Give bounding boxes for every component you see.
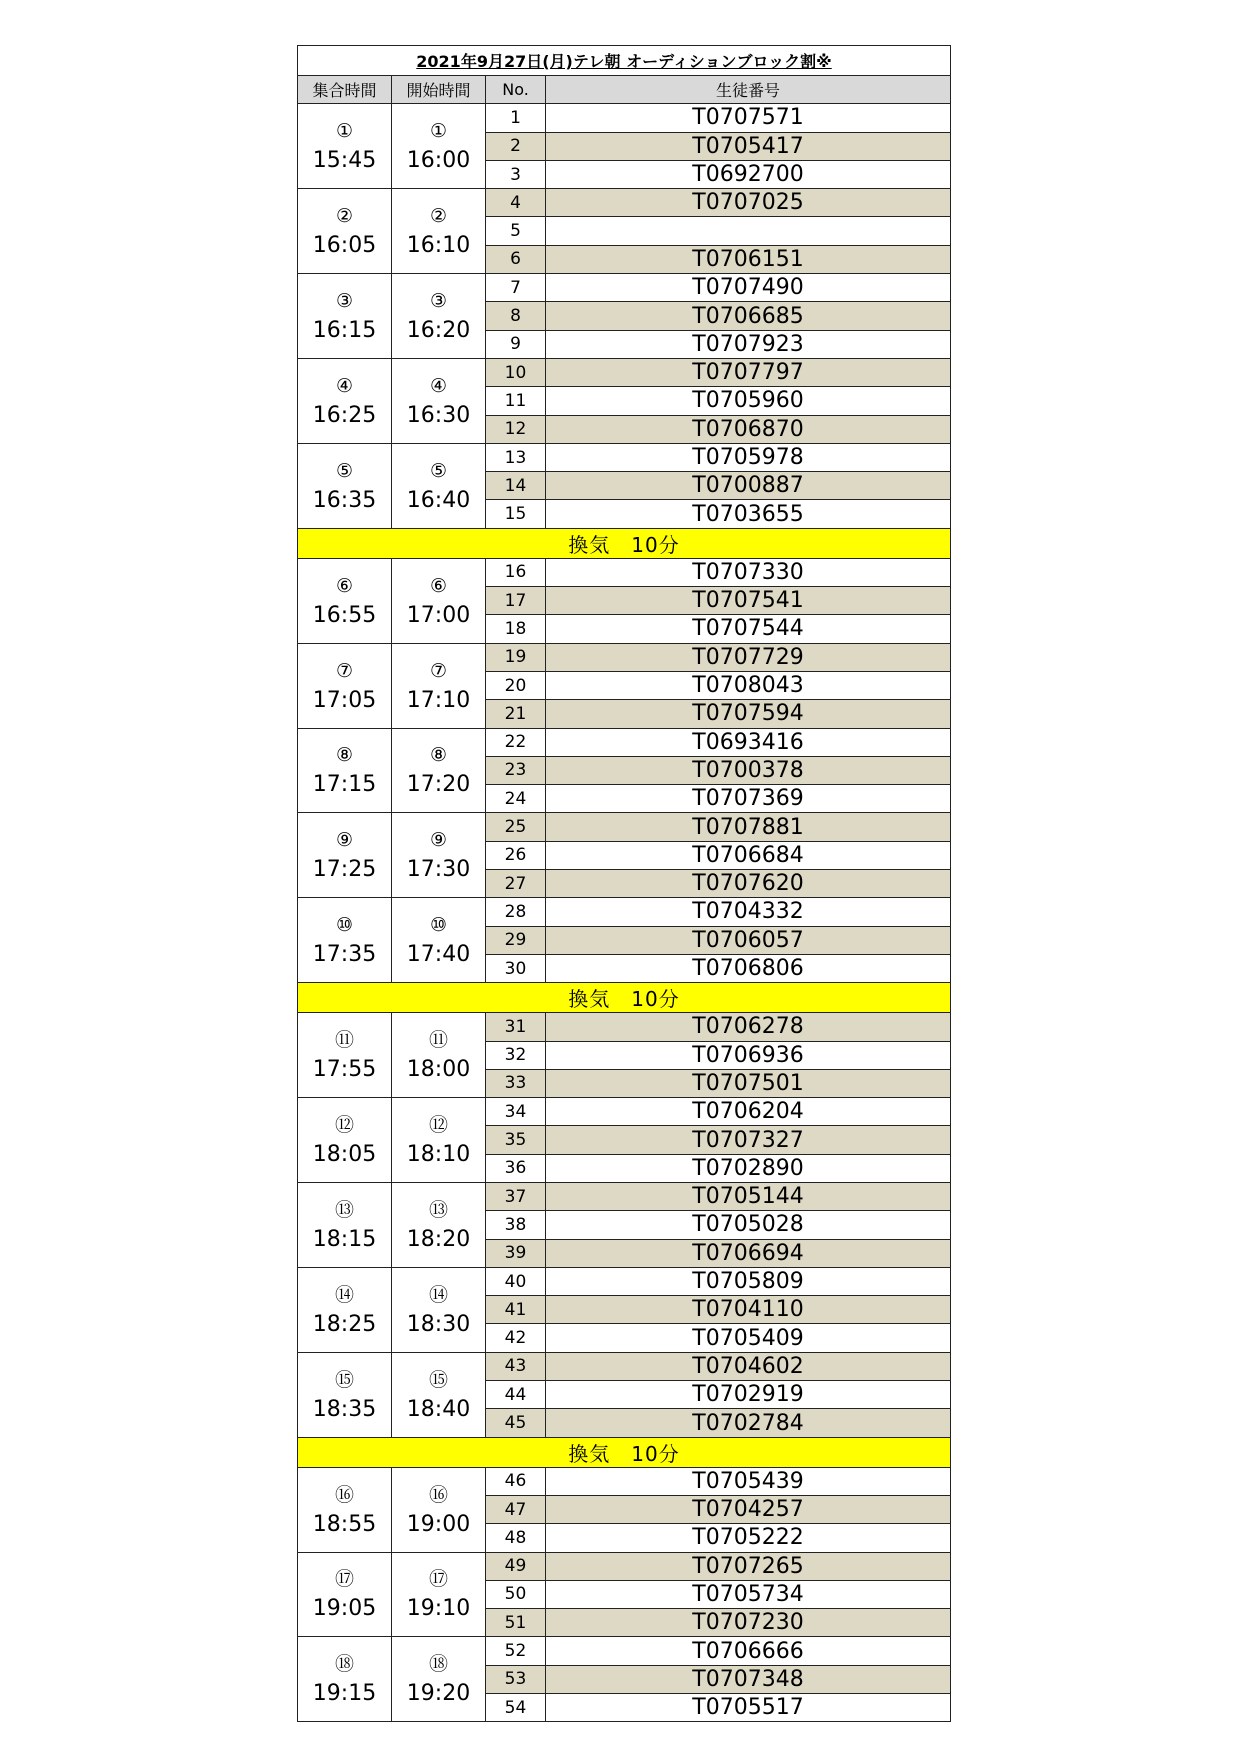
- table-row: [298, 728, 951, 756]
- gather-time: 17:55: [312, 1057, 377, 1083]
- gather-time-cell: [298, 1352, 392, 1437]
- gather-time: 18:35: [312, 1396, 377, 1422]
- entry-number: 29: [486, 926, 546, 954]
- gather-time-cell: [298, 189, 392, 274]
- table-row: [298, 1267, 951, 1295]
- student-id: T0706806: [546, 954, 951, 982]
- student-id: T0708043: [546, 671, 951, 699]
- start-time: 18:30: [406, 1311, 471, 1337]
- start-time: 18:20: [406, 1226, 471, 1252]
- block-number-mark: ③: [429, 290, 448, 313]
- student-id: T0707327: [546, 1126, 951, 1154]
- entry-number: 39: [486, 1239, 546, 1267]
- start-time: 16:00: [406, 148, 471, 174]
- student-id: T0707490: [546, 274, 951, 302]
- gather-time-cell: [298, 1013, 392, 1098]
- gather-time: 19:05: [312, 1596, 377, 1622]
- gather-time-cell: [298, 443, 392, 528]
- student-id: T0707501: [546, 1069, 951, 1097]
- student-id: T0706684: [546, 841, 951, 869]
- block-number-mark: ⑪: [428, 1029, 448, 1052]
- student-id: T0707729: [546, 643, 951, 671]
- start-time-cell: [392, 189, 486, 274]
- student-id: T0707797: [546, 358, 951, 386]
- start-time: 17:30: [406, 857, 471, 883]
- block-number-mark: ⑥: [335, 574, 354, 597]
- student-id: T0706151: [546, 245, 951, 273]
- entry-number: 43: [486, 1352, 546, 1380]
- student-id: T0707544: [546, 615, 951, 643]
- table-row: [298, 189, 951, 217]
- entry-number: 53: [486, 1665, 546, 1693]
- start-time-cell: [392, 1352, 486, 1437]
- header-number: No.: [486, 76, 546, 104]
- student-id: T0702784: [546, 1409, 951, 1437]
- entry-number: 42: [486, 1324, 546, 1352]
- student-id: T0707025: [546, 189, 951, 217]
- start-time-cell: [392, 358, 486, 443]
- entry-number: 5: [486, 217, 546, 245]
- entry-number: 8: [486, 302, 546, 330]
- table-row: [298, 1013, 951, 1041]
- student-id: T0707330: [546, 558, 951, 586]
- block-number-mark: ⑮: [428, 1368, 448, 1391]
- gather-time-cell: [298, 728, 392, 813]
- start-time-cell: [392, 1013, 486, 1098]
- student-id: T0707230: [546, 1609, 951, 1637]
- student-id: T0705978: [546, 443, 951, 471]
- start-time-cell: [392, 1267, 486, 1352]
- block-number-mark: ①: [335, 120, 354, 143]
- entry-number: 27: [486, 870, 546, 898]
- entry-number: 30: [486, 954, 546, 982]
- gather-time: 19:15: [312, 1681, 377, 1707]
- entry-number: 34: [486, 1098, 546, 1126]
- gather-time-cell: [298, 1098, 392, 1183]
- entry-number: 15: [486, 500, 546, 528]
- start-time-cell: [392, 1098, 486, 1183]
- start-time: 16:10: [406, 233, 471, 259]
- start-time-cell: [392, 1182, 486, 1267]
- entry-number: 50: [486, 1580, 546, 1608]
- table-row: [298, 1182, 951, 1210]
- block-number-mark: ⑨: [429, 829, 448, 852]
- block-number-mark: ⑬: [428, 1198, 448, 1221]
- gather-time-cell: [298, 813, 392, 898]
- entry-number: 31: [486, 1013, 546, 1041]
- student-id: T0704602: [546, 1352, 951, 1380]
- start-time-cell: [392, 813, 486, 898]
- start-time-cell: [392, 104, 486, 189]
- student-id: T0707881: [546, 813, 951, 841]
- block-number-mark: ⑪: [334, 1029, 354, 1052]
- sheet-title: 2021年9月27日(月)テレ朝 オーディションブロック割※: [298, 46, 951, 76]
- break-row: [298, 528, 951, 558]
- student-id: T0706057: [546, 926, 951, 954]
- student-id: T0705960: [546, 387, 951, 415]
- table-row: [298, 1467, 951, 1495]
- student-id: T0707369: [546, 785, 951, 813]
- block-number-mark: ④: [429, 374, 448, 397]
- gather-time-cell: [298, 898, 392, 983]
- student-id: T0704257: [546, 1495, 951, 1523]
- entry-number: 11: [486, 387, 546, 415]
- entry-number: 21: [486, 700, 546, 728]
- block-number-mark: ⑦: [335, 659, 354, 682]
- table-row: [298, 358, 951, 386]
- start-time: 16:40: [406, 487, 471, 513]
- block-number-mark: ⑭: [334, 1283, 354, 1306]
- block-number-mark: ②: [429, 205, 448, 228]
- entry-number: 14: [486, 472, 546, 500]
- table-row: [298, 104, 951, 132]
- header-student-id: 生徒番号: [546, 76, 951, 104]
- entry-number: 36: [486, 1154, 546, 1182]
- table-row: [298, 443, 951, 471]
- entry-number: 18: [486, 615, 546, 643]
- gather-time: 17:35: [312, 942, 377, 968]
- break-row: [298, 1437, 951, 1467]
- gather-time: 16:35: [312, 487, 377, 513]
- start-time-cell: [392, 274, 486, 359]
- entry-number: 7: [486, 274, 546, 302]
- start-time: 18:10: [406, 1142, 471, 1168]
- block-number-mark: ⑬: [334, 1198, 354, 1221]
- start-time: 17:00: [406, 602, 471, 628]
- gather-time: 16:25: [312, 402, 377, 428]
- gather-time: 18:05: [312, 1142, 377, 1168]
- student-id: T0706685: [546, 302, 951, 330]
- table-row: [298, 558, 951, 586]
- student-id: T0706204: [546, 1098, 951, 1126]
- ventilation-break-label: 換気 10分: [298, 1437, 951, 1467]
- student-id: T0705028: [546, 1211, 951, 1239]
- table-row: [298, 1637, 951, 1665]
- gather-time: 17:25: [312, 857, 377, 883]
- entry-number: 9: [486, 330, 546, 358]
- student-id: T0705222: [546, 1524, 951, 1552]
- ventilation-break-label: 換気 10分: [298, 983, 951, 1013]
- block-number-mark: ⑫: [428, 1114, 448, 1137]
- student-id: T0692700: [546, 160, 951, 188]
- entry-number: 17: [486, 587, 546, 615]
- gather-time-cell: [298, 1267, 392, 1352]
- entry-number: 52: [486, 1637, 546, 1665]
- gather-time-cell: [298, 104, 392, 189]
- entry-number: 33: [486, 1069, 546, 1097]
- start-time-cell: [392, 643, 486, 728]
- student-id: T0702919: [546, 1381, 951, 1409]
- entry-number: 38: [486, 1211, 546, 1239]
- table-row: [298, 898, 951, 926]
- gather-time: 18:25: [312, 1311, 377, 1337]
- student-id: T0704110: [546, 1296, 951, 1324]
- ventilation-break-label: 換気 10分: [298, 528, 951, 558]
- start-time-cell: [392, 1467, 486, 1552]
- entry-number: 48: [486, 1524, 546, 1552]
- gather-time-cell: [298, 1467, 392, 1552]
- audition-block-table: [297, 45, 951, 1722]
- block-number-mark: ⑨: [335, 829, 354, 852]
- student-id: T0706936: [546, 1041, 951, 1069]
- student-id: T0707541: [546, 587, 951, 615]
- block-number-mark: ⑧: [429, 744, 448, 767]
- entry-number: 13: [486, 443, 546, 471]
- entry-number: 23: [486, 756, 546, 784]
- entry-number: 19: [486, 643, 546, 671]
- entry-number: 16: [486, 558, 546, 586]
- gather-time-cell: [298, 274, 392, 359]
- table-row: [298, 1352, 951, 1380]
- gather-time: 18:15: [312, 1226, 377, 1252]
- entry-number: 12: [486, 415, 546, 443]
- student-id: T0705809: [546, 1267, 951, 1295]
- student-id: T0703655: [546, 500, 951, 528]
- entry-number: 25: [486, 813, 546, 841]
- student-id: T0705517: [546, 1694, 951, 1722]
- gather-time-cell: [298, 1552, 392, 1637]
- start-time: 19:10: [406, 1596, 471, 1622]
- entry-number: 37: [486, 1182, 546, 1210]
- block-number-mark: ①: [429, 120, 448, 143]
- start-time: 16:20: [406, 318, 471, 344]
- entry-number: 45: [486, 1409, 546, 1437]
- student-id: [546, 217, 951, 245]
- block-number-mark: ⑧: [335, 744, 354, 767]
- student-id: T0706666: [546, 1637, 951, 1665]
- gather-time: 16:05: [312, 233, 377, 259]
- entry-number: 46: [486, 1467, 546, 1495]
- student-id: T0705409: [546, 1324, 951, 1352]
- student-id: T0706870: [546, 415, 951, 443]
- start-time: 19:00: [406, 1511, 471, 1537]
- student-id: T0705144: [546, 1182, 951, 1210]
- block-number-mark: ⑦: [429, 659, 448, 682]
- header-gather-time: 集合時間: [298, 76, 392, 104]
- gather-time: 17:05: [312, 687, 377, 713]
- block-number-mark: ②: [335, 205, 354, 228]
- start-time: 18:40: [406, 1396, 471, 1422]
- student-id: T0700378: [546, 756, 951, 784]
- entry-number: 35: [486, 1126, 546, 1154]
- start-time-cell: [392, 898, 486, 983]
- block-number-mark: ③: [335, 290, 354, 313]
- entry-number: 44: [486, 1381, 546, 1409]
- entry-number: 54: [486, 1694, 546, 1722]
- block-number-mark: ⑯: [334, 1483, 354, 1506]
- entry-number: 1: [486, 104, 546, 132]
- block-number-mark: ⑤: [335, 459, 354, 482]
- entry-number: 28: [486, 898, 546, 926]
- start-time: 16:30: [406, 402, 471, 428]
- entry-number: 40: [486, 1267, 546, 1295]
- student-id: T0706278: [546, 1013, 951, 1041]
- block-number-mark: ⑤: [429, 459, 448, 482]
- student-id: T0705417: [546, 132, 951, 160]
- entry-number: 32: [486, 1041, 546, 1069]
- table-row: [298, 813, 951, 841]
- block-number-mark: ⑰: [428, 1568, 448, 1591]
- gather-time-cell: [298, 643, 392, 728]
- entry-number: 3: [486, 160, 546, 188]
- student-id: T0707348: [546, 1665, 951, 1693]
- header-start-time: 開始時間: [392, 76, 486, 104]
- start-time: 17:20: [406, 772, 471, 798]
- student-id: T0700887: [546, 472, 951, 500]
- entry-number: 49: [486, 1552, 546, 1580]
- student-id: T0707923: [546, 330, 951, 358]
- start-time-cell: [392, 558, 486, 643]
- block-number-mark: ⑱: [334, 1653, 354, 1676]
- entry-number: 10: [486, 358, 546, 386]
- table-row: [298, 1552, 951, 1580]
- student-id: T0707571: [546, 104, 951, 132]
- start-time: 17:40: [406, 942, 471, 968]
- block-number-mark: ⑮: [334, 1368, 354, 1391]
- student-id: T0705734: [546, 1580, 951, 1608]
- entry-number: 2: [486, 132, 546, 160]
- start-time: 18:00: [406, 1057, 471, 1083]
- gather-time: 18:55: [312, 1511, 377, 1537]
- entry-number: 41: [486, 1296, 546, 1324]
- entry-number: 22: [486, 728, 546, 756]
- gather-time-cell: [298, 1637, 392, 1722]
- student-id: T0702890: [546, 1154, 951, 1182]
- student-id: T0706694: [546, 1239, 951, 1267]
- student-id: T0705439: [546, 1467, 951, 1495]
- start-time: 19:20: [406, 1681, 471, 1707]
- entry-number: 26: [486, 841, 546, 869]
- student-id: T0693416: [546, 728, 951, 756]
- block-number-mark: ⑫: [334, 1114, 354, 1137]
- entry-number: 6: [486, 245, 546, 273]
- gather-time-cell: [298, 358, 392, 443]
- student-id: T0707265: [546, 1552, 951, 1580]
- table-row: [298, 643, 951, 671]
- block-number-mark: ⑩: [429, 914, 448, 937]
- gather-time: 16:15: [312, 318, 377, 344]
- block-number-mark: ⑰: [334, 1568, 354, 1591]
- gather-time-cell: [298, 558, 392, 643]
- student-id: T0707594: [546, 700, 951, 728]
- block-number-mark: ⑯: [428, 1483, 448, 1506]
- entry-number: 51: [486, 1609, 546, 1637]
- entry-number: 20: [486, 671, 546, 699]
- entry-number: 24: [486, 785, 546, 813]
- block-number-mark: ④: [335, 374, 354, 397]
- entry-number: 47: [486, 1495, 546, 1523]
- start-time-cell: [392, 1552, 486, 1637]
- block-number-mark: ⑥: [429, 574, 448, 597]
- table-body: [298, 104, 951, 1722]
- table-row: [298, 1098, 951, 1126]
- start-time-cell: [392, 728, 486, 813]
- student-id: T0704332: [546, 898, 951, 926]
- student-id: T0707620: [546, 870, 951, 898]
- start-time: 17:10: [406, 687, 471, 713]
- gather-time: 15:45: [312, 148, 377, 174]
- entry-number: 4: [486, 189, 546, 217]
- gather-time-cell: [298, 1182, 392, 1267]
- block-number-mark: ⑩: [335, 914, 354, 937]
- break-row: [298, 983, 951, 1013]
- gather-time: 16:55: [312, 602, 377, 628]
- start-time-cell: [392, 443, 486, 528]
- table-row: [298, 274, 951, 302]
- block-number-mark: ⑱: [428, 1653, 448, 1676]
- start-time-cell: [392, 1637, 486, 1722]
- block-number-mark: ⑭: [428, 1283, 448, 1306]
- gather-time: 17:15: [312, 772, 377, 798]
